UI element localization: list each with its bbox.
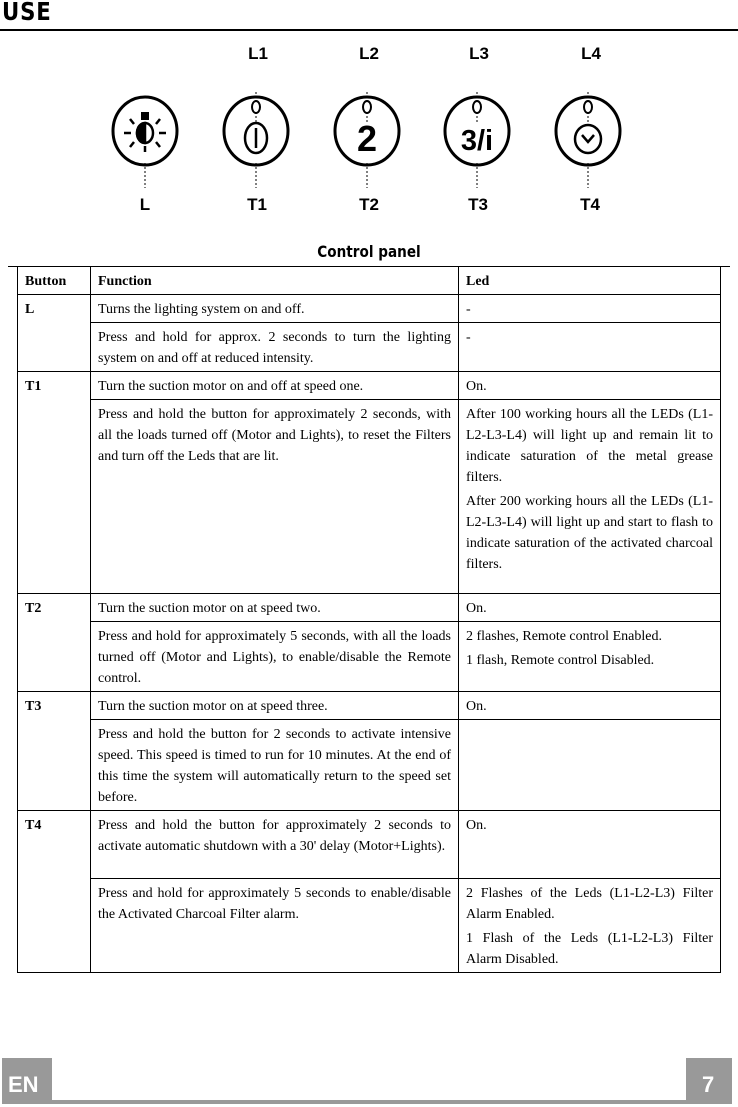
- button-cell: T1: [18, 372, 91, 594]
- footer-language: EN: [2, 1058, 52, 1104]
- led-cell: [459, 622, 721, 692]
- button-label-t2: T2: [359, 195, 379, 214]
- function-cell: Press and hold the button for 2 seconds to activate intensive speed. This speed is timed to run for 10 minutes. At the end of this time the system will automatically return to the speed set before.: [91, 720, 459, 811]
- led-text: After 200 working hours all the LEDs (L1-L2-L3-L4) will light up and start to flash to indicate saturation of the activated charcoal filters.: [466, 494, 713, 572]
- led-cell: [459, 372, 721, 400]
- page-number: 7: [686, 1058, 732, 1104]
- led-text: On.: [466, 601, 487, 616]
- light-icon: [124, 112, 166, 152]
- footer-bar: [52, 1100, 686, 1104]
- table-row: [18, 295, 721, 323]
- function-cell: Press and hold for approximately 5 seconds, with all the loads turned off (Motor and Lights), to enable/disable the Remote control.: [91, 622, 459, 692]
- led-text: -: [466, 302, 471, 317]
- button-label-t1: T1: [247, 195, 267, 214]
- control-panel-table: [17, 266, 721, 973]
- button-cell: T4: [18, 811, 91, 973]
- led-label-l2: L2: [359, 44, 379, 63]
- table-row: [18, 594, 721, 622]
- speed-two-symbol: 2: [356, 118, 378, 159]
- button-cell: L: [18, 295, 91, 372]
- header-button: Button: [18, 267, 91, 295]
- led-l1-icon: [252, 101, 260, 113]
- table-row: [18, 372, 721, 400]
- led-label-l3: L3: [469, 44, 489, 63]
- function-cell: Press and hold for approximately 5 seconds to enable/disable the Activated Charcoal Filter alarm.: [91, 879, 459, 973]
- button-label-t3: T3: [468, 195, 488, 214]
- led-cell: [459, 879, 721, 973]
- led-label-l4: L4: [581, 44, 601, 63]
- led-text: After 100 working hours all the LEDs (L1-L2-L3-L4) will light up and remain lit to indicate saturation of the metal grease filters.: [466, 407, 713, 485]
- function-cell: Press and hold for approx. 2 seconds to turn the lighting system on and off at reduced intensity.: [91, 323, 459, 372]
- led-cell: [459, 692, 721, 720]
- led-text: 1 Flash of the Leds (L1-L2-L3) Filter Alarm Disabled.: [466, 931, 713, 967]
- led-text: On.: [466, 699, 487, 714]
- led-cell: [459, 720, 721, 811]
- table-row: [18, 811, 721, 879]
- power-icon: [245, 123, 267, 153]
- control-panel-diagram: [0, 35, 738, 220]
- led-text: On.: [466, 379, 487, 394]
- led-text: On.: [466, 818, 487, 833]
- timer-icon: [575, 125, 601, 153]
- function-cell: Press and hold the button for approximately 2 seconds to activate automatic shutdown with a 30' delay (Motor+Lights).: [91, 811, 459, 879]
- led-label-l1: L1: [248, 44, 268, 63]
- function-cell: Press and hold the button for approximately 2 seconds, with all the loads turned off (Motor and Lights), to reset the Filters and turn off the Leds that are lit.: [91, 400, 459, 594]
- led-cell: [459, 323, 721, 372]
- led-text: 2 Flashes of the Leds (L1-L2-L3) Filter Alarm Enabled.: [466, 886, 713, 922]
- button-label-t4: T4: [580, 195, 600, 214]
- header-led: Led: [459, 267, 721, 295]
- function-cell: Turn the suction motor on at speed three.: [91, 692, 459, 720]
- table-row: [18, 879, 721, 973]
- led-l4-icon: [584, 101, 592, 113]
- table-row: [18, 622, 721, 692]
- led-text: -: [466, 330, 471, 345]
- table-row: [18, 400, 721, 594]
- header-rule: [0, 29, 738, 31]
- led-l2-icon: [363, 101, 371, 113]
- led-cell: [459, 594, 721, 622]
- led-text: 1 flash, Remote control Disabled.: [466, 653, 655, 668]
- led-text: 2 flashes, Remote control Enabled.: [466, 629, 662, 644]
- button-label-l: L: [139, 195, 151, 214]
- function-cell: Turns the lighting system on and off.: [91, 295, 459, 323]
- function-cell: Turn the suction motor on and off at speed one.: [91, 372, 459, 400]
- button-cell: T2: [18, 594, 91, 692]
- table-row: [18, 323, 721, 372]
- diagram-caption: Control panel: [317, 242, 421, 261]
- function-cell: Turn the suction motor on at speed two.: [91, 594, 459, 622]
- led-cell: [459, 811, 721, 879]
- table-row: [18, 720, 721, 811]
- table-header-row: [18, 267, 721, 295]
- button-cell: T3: [18, 692, 91, 811]
- led-l3-icon: [473, 101, 481, 113]
- table-row: [18, 692, 721, 720]
- led-cell: [459, 295, 721, 323]
- led-cell: [459, 400, 721, 594]
- speed-three-intensive-symbol: 3/i: [460, 125, 494, 157]
- header-function: Function: [91, 267, 459, 295]
- section-title: USE: [2, 0, 52, 26]
